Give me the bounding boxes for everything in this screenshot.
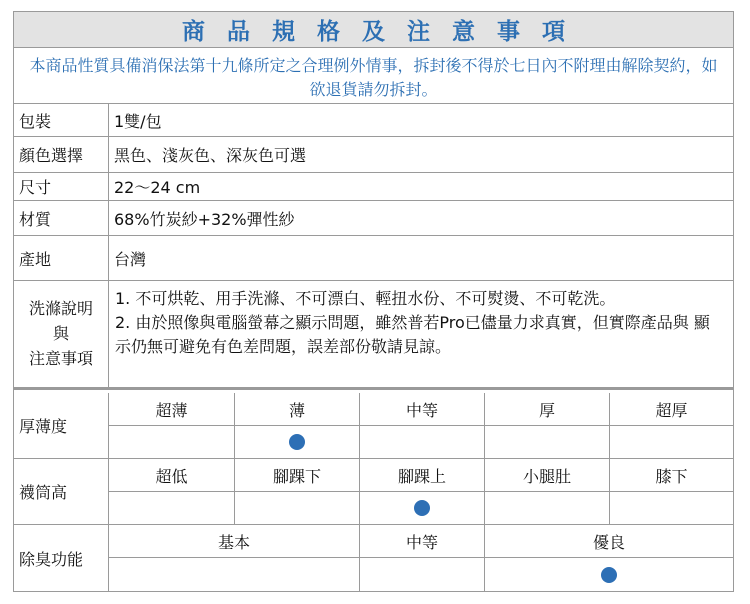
deodorize-option-2: 優良 xyxy=(485,525,733,558)
deodorize-label: 除臭功能 xyxy=(14,525,109,591)
sock-height-option-0: 超低 xyxy=(109,459,235,492)
thickness-marker-cell-1 xyxy=(235,426,360,459)
care-instructions xyxy=(109,281,733,390)
care-label-line3: 注意事項 xyxy=(28,349,93,368)
thickness-option-0: 超薄 xyxy=(109,393,235,426)
thickness-marker-cell-3 xyxy=(485,426,610,459)
thickness-option-4: 超厚 xyxy=(610,393,733,426)
selected-dot-icon xyxy=(414,500,430,516)
spec-label-color: 顏色選擇 xyxy=(14,137,109,173)
spec-value-packaging: 1雙/包 xyxy=(109,104,733,137)
deodorize-marker-cell-0 xyxy=(109,558,360,591)
deodorize-marker-cell-1 xyxy=(360,558,485,591)
sock-height-marker-cell-3 xyxy=(485,492,610,525)
care-item-2: 2. 由於照像與電腦螢幕之顯示問題，雖然普若Pro已儘量力求真實，但實際產品與 顯示仍無可避免有色差問題，誤差部份敬請見諒。 xyxy=(115,313,710,356)
spec-value-origin: 台灣 xyxy=(109,236,733,281)
care-item-1: 1. 不可烘乾、用手洗滌、不可漂白、輕扭水份、不可熨燙、不可乾洗。 xyxy=(115,289,616,308)
thickness-option-2: 中等 xyxy=(360,393,485,426)
thickness-label: 厚薄度 xyxy=(14,393,109,459)
thickness-marker-cell-0 xyxy=(109,426,235,459)
thickness-option-3: 厚 xyxy=(485,393,610,426)
sock-height-marker-cell-4 xyxy=(610,492,733,525)
sock-height-option-3: 小腿肚 xyxy=(485,459,610,492)
thickness-option-1: 薄 xyxy=(235,393,360,426)
care-label-line1: 洗滌說明 xyxy=(28,299,93,318)
page-title: 商品規格及注意事項 xyxy=(14,12,733,48)
deodorize-option-1: 中等 xyxy=(360,525,485,558)
spec-value-color: 黑色、淺灰色、深灰色可選 xyxy=(109,137,733,173)
selected-dot-icon xyxy=(601,567,617,583)
spec-value-size: 22～24 cm xyxy=(109,173,733,201)
spec-label-origin: 產地 xyxy=(14,236,109,281)
thickness-marker-cell-4 xyxy=(610,426,733,459)
care-label xyxy=(14,281,109,390)
spec-label-packaging: 包裝 xyxy=(14,104,109,137)
sock-height-label: 襪筒高 xyxy=(14,459,109,525)
spec-sheet xyxy=(13,11,734,592)
care-label-line2: 與 xyxy=(52,324,69,343)
sock-height-marker-cell-0 xyxy=(109,492,235,525)
sock-height-option-1: 腳踝下 xyxy=(235,459,360,492)
deodorize-option-0: 基本 xyxy=(109,525,360,558)
spec-label-material: 材質 xyxy=(14,201,109,236)
sock-height-marker-cell-1 xyxy=(235,492,360,525)
sock-height-option-4: 膝下 xyxy=(610,459,733,492)
selected-dot-icon xyxy=(289,434,305,450)
sock-height-option-2: 腳踝上 xyxy=(360,459,485,492)
return-policy-notice: 本商品性質具備消保法第十九條所定之合理例外情事，拆封後不得於七日內不附理由解除契約，如欲退貨請勿拆封。 xyxy=(14,48,733,104)
spec-label-size: 尺寸 xyxy=(14,173,109,201)
sock-height-marker-cell-2 xyxy=(360,492,485,525)
spec-value-material: 68%竹炭紗+32%彈性紗 xyxy=(109,201,733,236)
deodorize-marker-cell-2 xyxy=(485,558,733,591)
thickness-marker-cell-2 xyxy=(360,426,485,459)
